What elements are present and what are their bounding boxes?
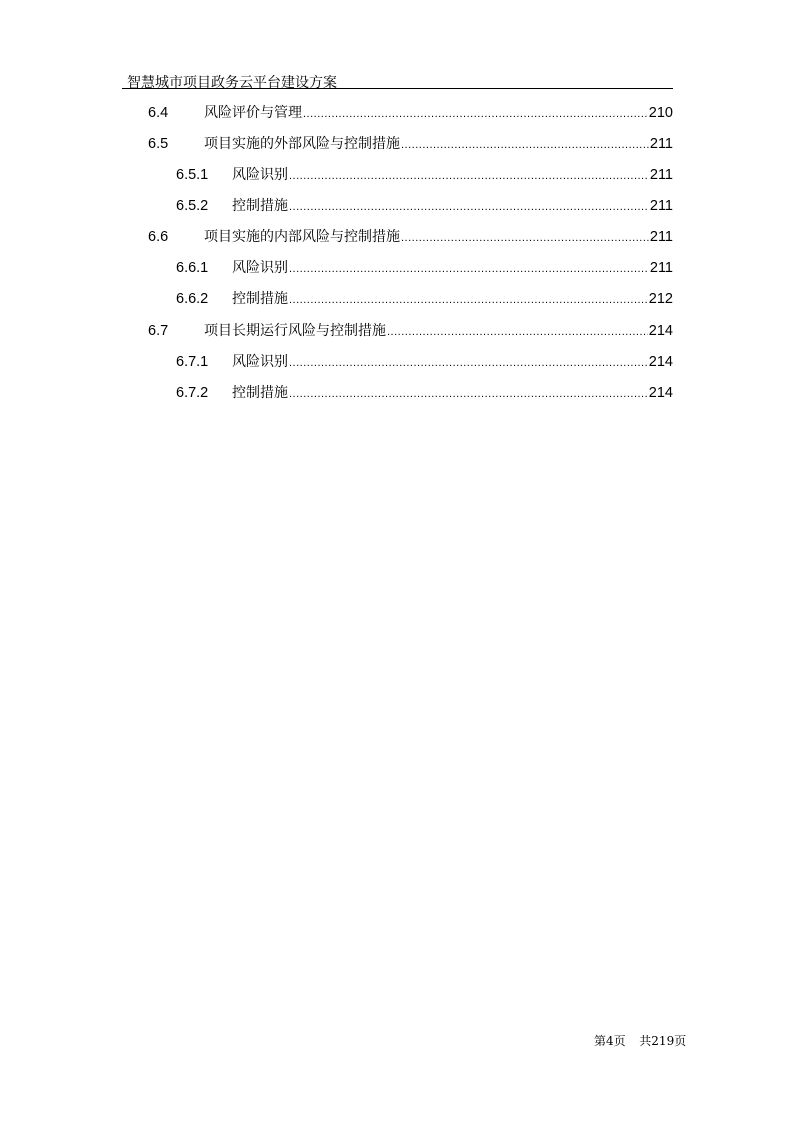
page-total: 共219页: [639, 1034, 687, 1048]
toc-entry-title: 项目实施的内部风险与控制措施: [204, 229, 400, 245]
header-divider: [122, 88, 673, 89]
toc-entry-page: 214: [648, 385, 673, 401]
toc-entry-title: 控制措施: [232, 385, 288, 401]
toc-entry-page: 211: [649, 229, 673, 245]
toc-entry-title: 风险识别: [232, 260, 288, 276]
toc-entry-page: 211: [649, 260, 673, 276]
toc-entry-page: 214: [648, 354, 673, 370]
toc-entry-number: 6.6.2: [176, 291, 209, 307]
toc-entry-number: 6.5: [148, 136, 169, 152]
toc-entry-number: 6.7: [148, 323, 169, 339]
toc-entry[interactable]: [176, 382, 673, 402]
toc-entry[interactable]: [176, 195, 673, 215]
toc-entry-number: 6.6: [148, 229, 169, 245]
toc-entry[interactable]: [148, 133, 673, 153]
page-number: 第4页: [594, 1034, 626, 1048]
toc-entry-number: 6.7.1: [176, 354, 209, 370]
toc-entry[interactable]: [176, 164, 673, 184]
toc-entry-title: 风险评价与管理: [204, 105, 302, 121]
toc-entry[interactable]: [148, 226, 673, 246]
toc-entry-number: 6.5.1: [176, 167, 209, 183]
toc-entry-page: 212: [648, 291, 673, 307]
toc-entry-title: 项目实施的外部风险与控制措施: [204, 136, 400, 152]
toc-leader-dots: [289, 263, 649, 275]
toc-leader-dots: [289, 357, 648, 369]
toc-entry-title: 项目长期运行风险与控制措施: [204, 323, 386, 339]
toc-entry-page: 211: [649, 136, 673, 152]
toc-entry-page: 214: [648, 323, 673, 339]
document-header-title: 智慧城市项目政务云平台建设方案: [127, 75, 337, 91]
toc-entry-title: 风险识别: [232, 354, 288, 370]
toc-entry[interactable]: [176, 288, 673, 308]
toc-entry[interactable]: [176, 257, 673, 277]
toc-leader-dots: [289, 170, 649, 182]
toc-entry-page: 210: [648, 105, 673, 121]
toc-leader-dots: [387, 326, 648, 338]
toc-entry[interactable]: [176, 351, 673, 371]
toc-entry-title: 控制措施: [232, 291, 288, 307]
page-footer: [594, 1032, 686, 1049]
toc-entry[interactable]: [148, 102, 673, 122]
toc-leader-dots: [303, 108, 648, 120]
toc-leader-dots: [289, 294, 648, 306]
toc-entry-title: 控制措施: [232, 198, 288, 214]
toc-leader-dots: [401, 232, 649, 244]
toc-entry[interactable]: [148, 320, 673, 340]
toc-leader-dots: [289, 201, 649, 213]
toc-leader-dots: [289, 388, 648, 400]
toc-leader-dots: [401, 139, 649, 151]
toc-entry-title: 风险识别: [232, 167, 288, 183]
toc-entry-number: 6.5.2: [176, 198, 209, 214]
toc-entry-number: 6.7.2: [176, 385, 209, 401]
toc-entry-number: 6.4: [148, 105, 169, 121]
toc-entry-number: 6.6.1: [176, 260, 209, 276]
toc-entry-page: 211: [649, 198, 673, 214]
toc-entry-page: 211: [649, 167, 673, 183]
